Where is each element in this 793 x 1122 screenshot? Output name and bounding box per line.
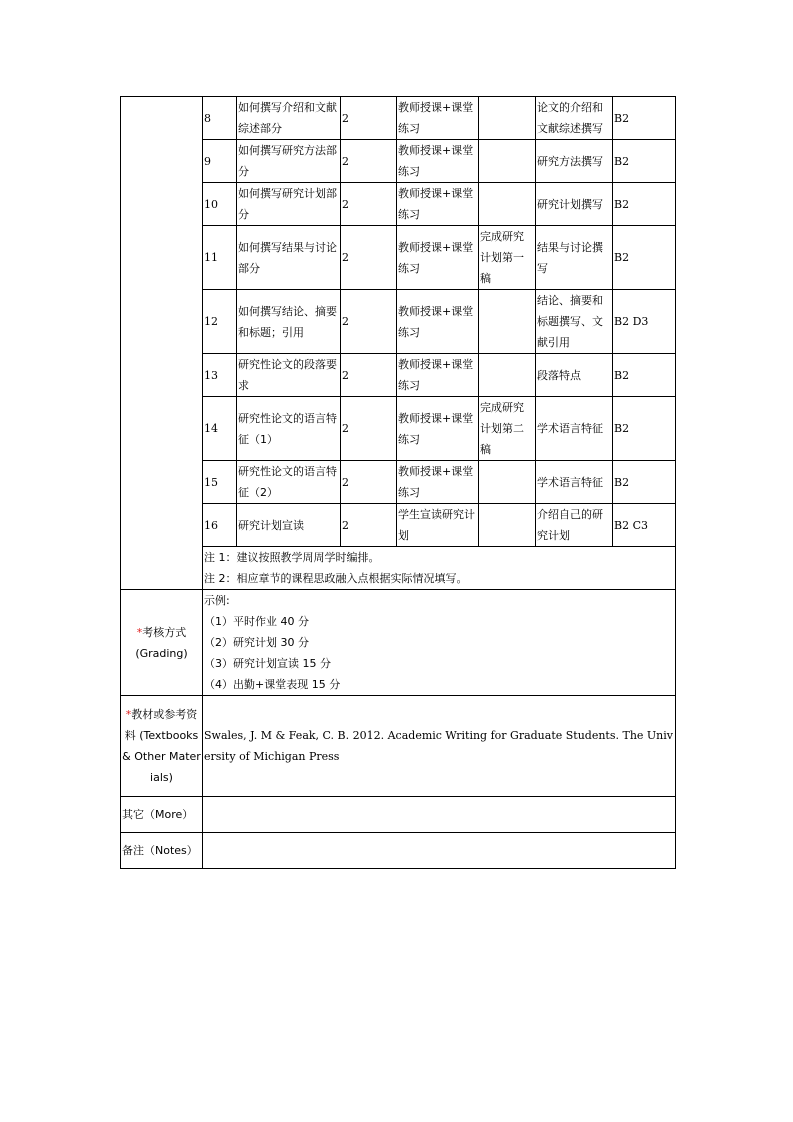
- table-row: [121, 354, 676, 397]
- topic-cell: 如何撰写研究方法部分: [237, 140, 341, 183]
- week-number: 15: [203, 461, 237, 504]
- week-number: 8: [203, 97, 237, 140]
- materials-row: [121, 696, 676, 797]
- syllabus-table: [120, 96, 676, 869]
- goals-cell: B2: [613, 140, 676, 183]
- goals-cell: B2: [613, 183, 676, 226]
- hours-cell: 2: [341, 461, 397, 504]
- method-cell: 教师授课+课堂练习: [397, 97, 479, 140]
- required-marker: *: [136, 625, 143, 639]
- assignment-cell: [479, 354, 536, 397]
- assignment-cell: [479, 183, 536, 226]
- method-cell: 教师授课+课堂练习: [397, 140, 479, 183]
- method-cell: 教师授课+课堂练习: [397, 354, 479, 397]
- more-label: 其它（More）: [121, 797, 203, 833]
- schedule-note-1: 注 1：建议按照教学周周学时编排。: [204, 551, 380, 564]
- grading-content: [203, 590, 676, 696]
- notes-label: 备注（Notes）: [121, 833, 203, 869]
- table-row: [121, 97, 676, 140]
- notes-row: [121, 833, 676, 869]
- hours-cell: 2: [341, 226, 397, 290]
- more-content: [203, 797, 676, 833]
- grading-item: （3）研究计划宣读 15 分: [204, 657, 331, 670]
- table-row: [121, 461, 676, 504]
- key-points-cell: 段落特点: [536, 354, 613, 397]
- key-points-cell: 学术语言特征: [536, 461, 613, 504]
- grading-intro: 示例:: [204, 594, 230, 607]
- week-number: 11: [203, 226, 237, 290]
- topic-cell: 如何撰写结论、摘要和标题；引用: [237, 290, 341, 354]
- week-number: 14: [203, 397, 237, 461]
- hours-cell: 2: [341, 397, 397, 461]
- more-row: [121, 797, 676, 833]
- method-cell: 教师授课+课堂练习: [397, 226, 479, 290]
- hours-cell: 2: [341, 183, 397, 226]
- goals-cell: B2: [613, 354, 676, 397]
- hours-cell: 2: [341, 354, 397, 397]
- week-number: 9: [203, 140, 237, 183]
- schedule-note-2: 注 2：相应章节的课程思政融入点根据实际情况填写。: [204, 572, 468, 585]
- schedule-notes: [203, 547, 676, 590]
- topic-cell: 研究计划宣读: [237, 504, 341, 547]
- assignment-cell: [479, 504, 536, 547]
- goals-cell: B2: [613, 226, 676, 290]
- assignment-cell: 完成研究计划第二稿: [479, 397, 536, 461]
- topic-cell: 研究性论文的语言特征（2）: [237, 461, 341, 504]
- grading-label-en: (Grading): [135, 646, 188, 660]
- grading-item: （4）出勤+课堂表现 15 分: [204, 678, 341, 691]
- grading-label-cn: 考核方式: [142, 625, 187, 639]
- assignment-cell: [479, 461, 536, 504]
- topic-cell: 如何撰写结果与讨论部分: [237, 226, 341, 290]
- assignment-cell: [479, 290, 536, 354]
- hours-cell: 2: [341, 290, 397, 354]
- topic-cell: 研究性论文的语言特征（1）: [237, 397, 341, 461]
- table-row: [121, 140, 676, 183]
- syllabus-page: [120, 96, 676, 869]
- grading-label: [121, 590, 203, 696]
- assignment-cell: [479, 140, 536, 183]
- goals-cell: B2 D3: [613, 290, 676, 354]
- key-points-cell: 研究方法撰写: [536, 140, 613, 183]
- topic-cell: 如何撰写研究计划部分: [237, 183, 341, 226]
- key-points-cell: 研究计划撰写: [536, 183, 613, 226]
- assignment-cell: 完成研究计划第一稿: [479, 226, 536, 290]
- empty-label-cell: [121, 97, 203, 590]
- table-row: [121, 183, 676, 226]
- materials-label-cn: 教材或参考资料: [124, 708, 198, 742]
- table-row: [121, 226, 676, 290]
- hours-cell: 2: [341, 140, 397, 183]
- key-points-cell: 介绍自己的研究计划: [536, 504, 613, 547]
- grading-row: [121, 590, 676, 696]
- goals-cell: B2: [613, 97, 676, 140]
- required-marker: *: [125, 708, 132, 721]
- table-row: [121, 504, 676, 547]
- method-cell: 学生宣读研究计划: [397, 504, 479, 547]
- week-number: 12: [203, 290, 237, 354]
- week-number: 13: [203, 354, 237, 397]
- materials-label-en: (Textbooks & Other Materials): [122, 729, 201, 784]
- assignment-cell: [479, 97, 536, 140]
- materials-content: Swales, J. M & Feak, C. B. 2012. Academic Writing for Graduate Students. The University of Michigan Press: [203, 696, 676, 797]
- notes-content: [203, 833, 676, 869]
- method-cell: 教师授课+课堂练习: [397, 290, 479, 354]
- key-points-cell: 结论、摘要和标题撰写、文献引用: [536, 290, 613, 354]
- hours-cell: 2: [341, 504, 397, 547]
- key-points-cell: 结果与讨论撰写: [536, 226, 613, 290]
- hours-cell: 2: [341, 97, 397, 140]
- key-points-cell: 学术语言特征: [536, 397, 613, 461]
- key-points-cell: 论文的介绍和文献综述撰写: [536, 97, 613, 140]
- topic-cell: 研究性论文的段落要求: [237, 354, 341, 397]
- week-number: 16: [203, 504, 237, 547]
- goals-cell: B2: [613, 461, 676, 504]
- method-cell: 教师授课+课堂练习: [397, 397, 479, 461]
- table-row: [121, 397, 676, 461]
- topic-cell: 如何撰写介绍和文献综述部分: [237, 97, 341, 140]
- week-number: 10: [203, 183, 237, 226]
- goals-cell: B2: [613, 397, 676, 461]
- method-cell: 教师授课+课堂练习: [397, 461, 479, 504]
- schedule-notes-row: [121, 547, 676, 590]
- grading-item: （2）研究计划 30 分: [204, 636, 309, 649]
- method-cell: 教师授课+课堂练习: [397, 183, 479, 226]
- grading-item: （1）平时作业 40 分: [204, 615, 309, 628]
- table-row: [121, 290, 676, 354]
- materials-label: [121, 696, 203, 797]
- goals-cell: B2 C3: [613, 504, 676, 547]
